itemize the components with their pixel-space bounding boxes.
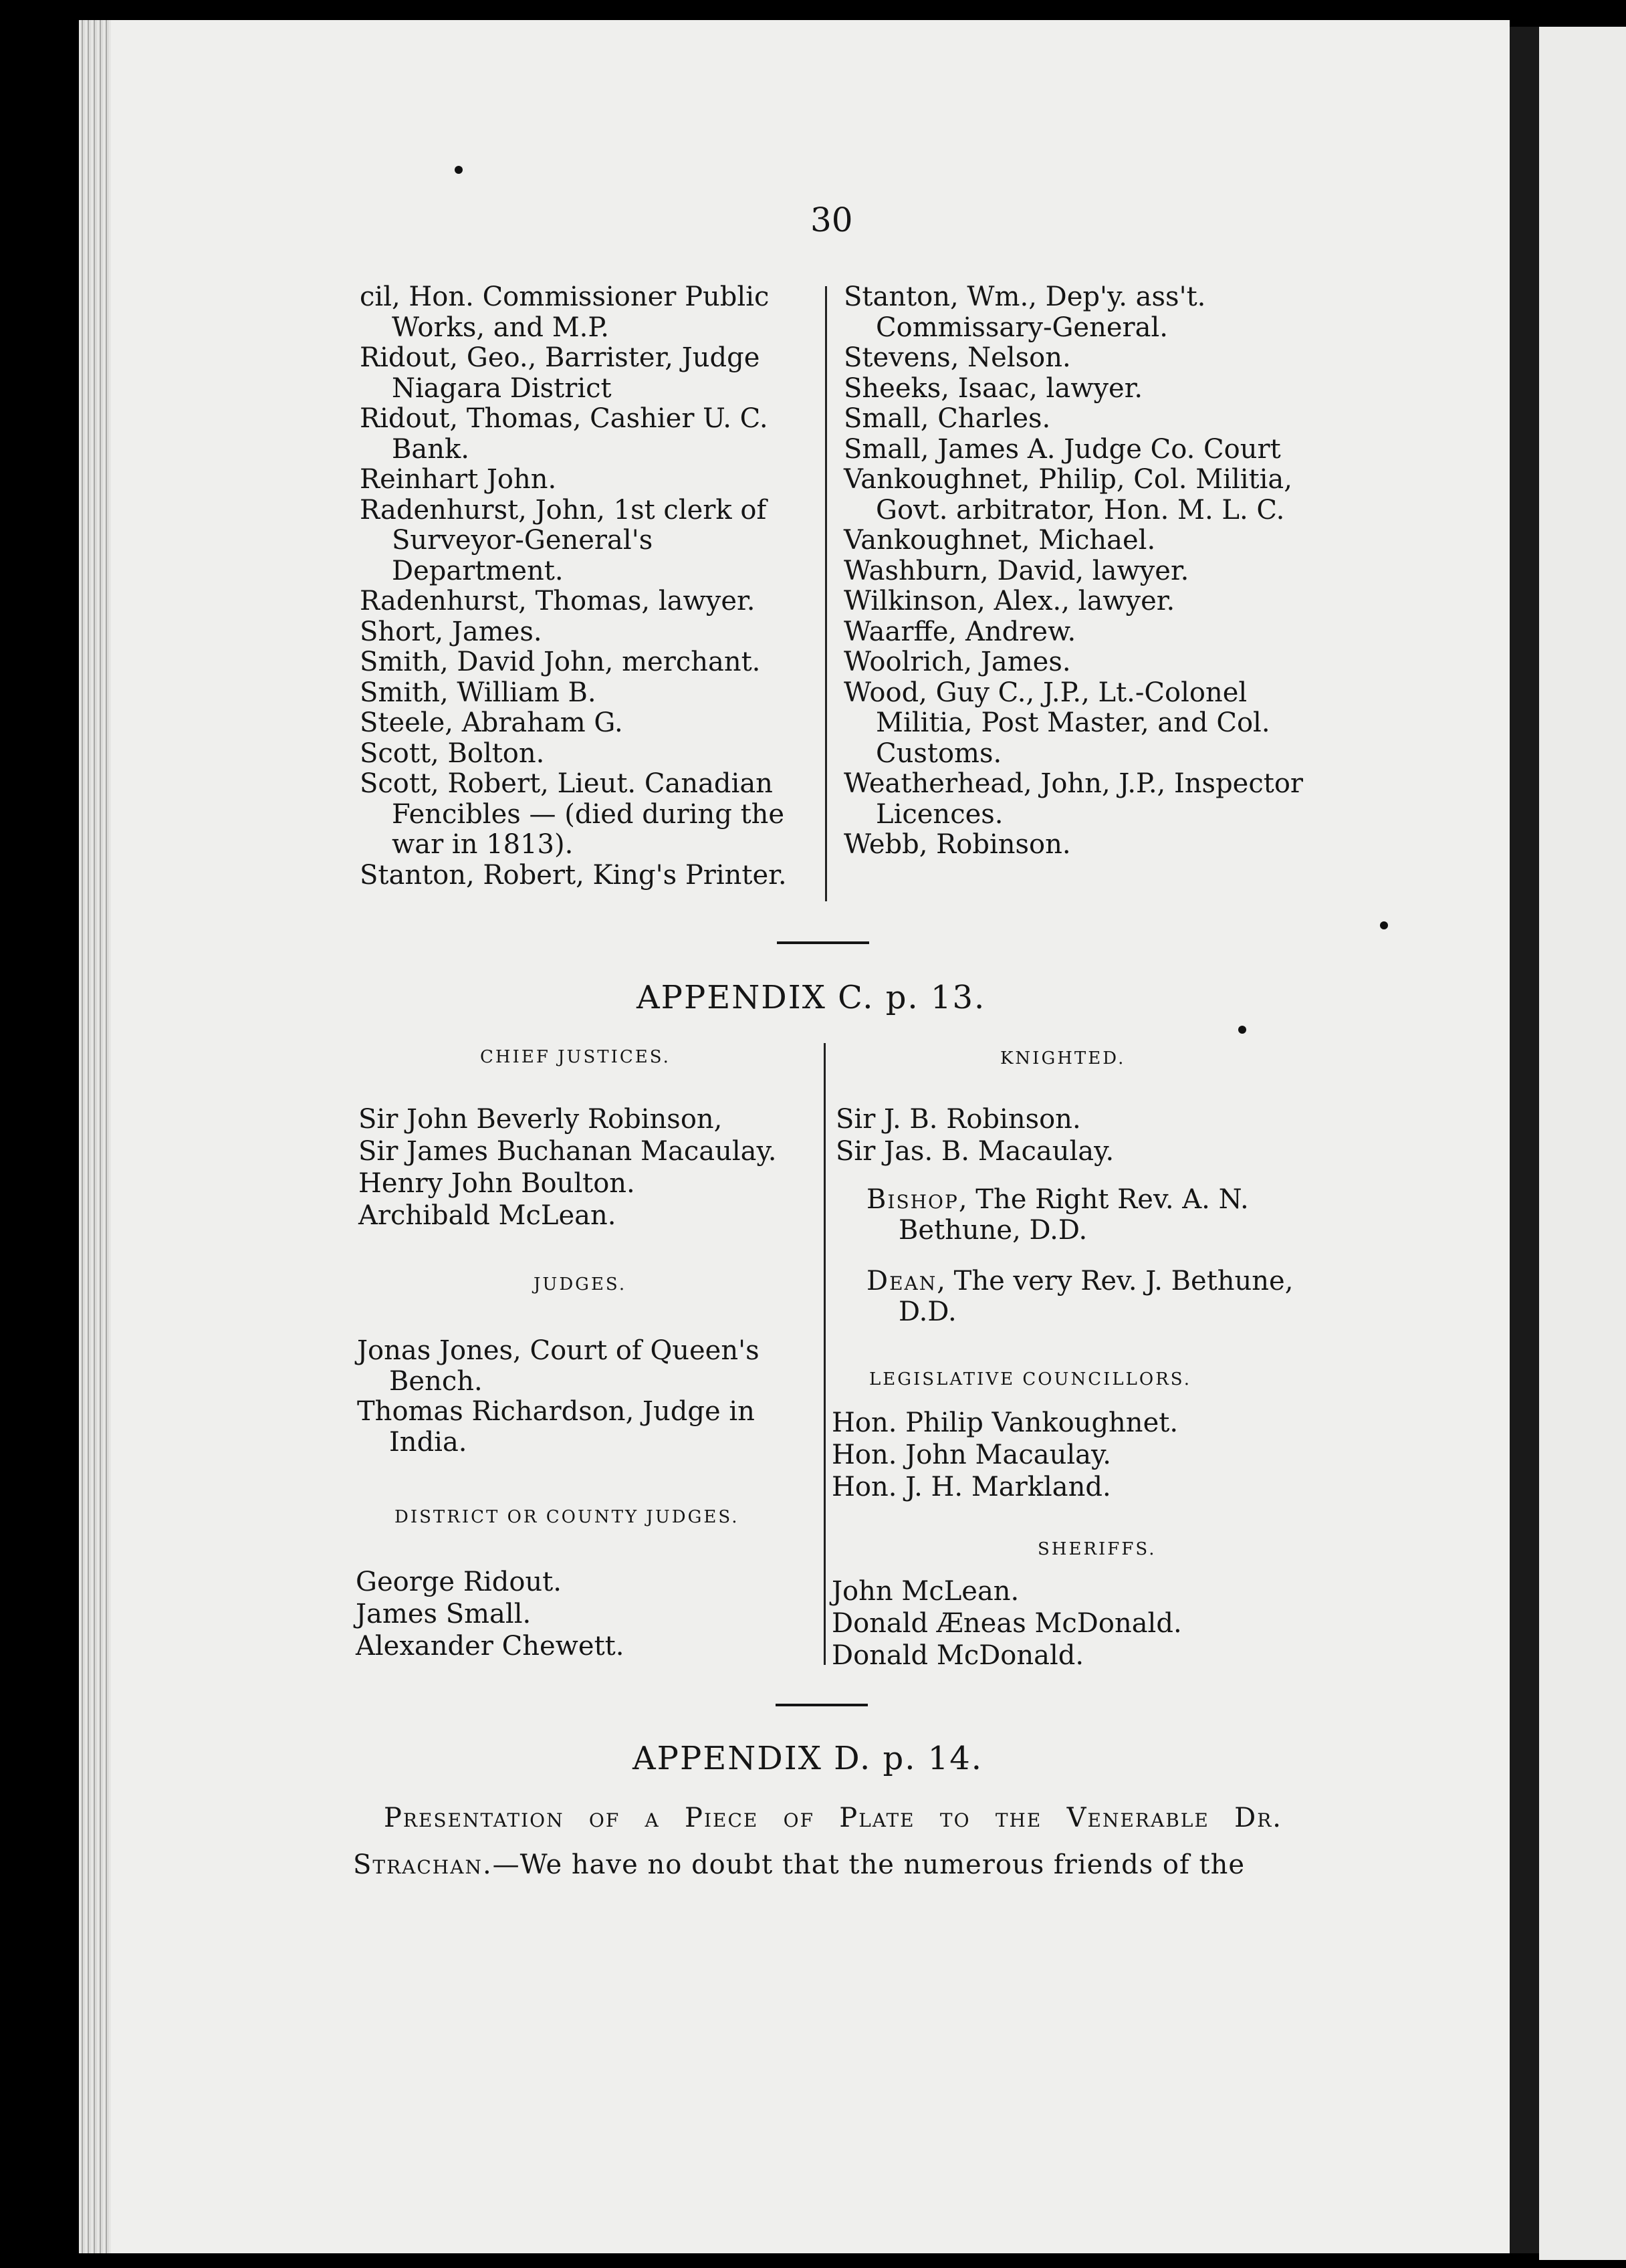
list-item: Hon. J. H. Markland. <box>832 1472 1111 1502</box>
list-item: Ridout, Thomas, Cashier U. C. Bank. <box>360 403 768 465</box>
list-item: Scott, Robert, Lieut. Canadian Fencibles — (died during the war in 1813). <box>360 768 785 860</box>
list-item: Smith, David John, merchant. <box>360 647 761 677</box>
list-item: Stanton, Wm., Dep'y. ass't. Commissary-General. <box>844 281 1206 343</box>
list-item: Radenhurst, John, 1st clerk of Surveyor-General's Department. <box>360 494 767 586</box>
facing-page <box>1539 27 1626 2260</box>
list-item: Sheeks, Isaac, lawyer. <box>844 372 1143 404</box>
bishop-entry <box>866 1185 1314 1246</box>
district-judges-heading: DISTRICT OR COUNTY JUDGES. <box>394 1507 739 1527</box>
list-item: Short, James. <box>360 616 542 647</box>
list-item: Washburn, David, lawyer. <box>844 555 1189 586</box>
list-item: Jonas Jones, Court of Queen's Bench. <box>357 1335 760 1397</box>
appendix-d-lead: Presentation of a Piece of Plate to the Venerable Dr. Strachan. <box>353 1803 1282 1880</box>
list-item: Wilkinson, Alex., lawyer. <box>844 586 1175 616</box>
list-item: Alexander Chewett. <box>356 1631 624 1662</box>
list-item: Archibald McLean. <box>358 1200 616 1231</box>
list-item: Waarffe, Andrew. <box>844 616 1076 647</box>
list-item: Woolrich, James. <box>844 647 1071 677</box>
list-item: James Small. <box>356 1599 532 1629</box>
column-divider <box>824 1043 826 1665</box>
page-number: 30 <box>810 201 853 239</box>
list-item: Wood, Guy C., J.P., Lt.-Colonel Militia, Post Master, and Col. Customs. <box>844 677 1270 769</box>
appendix-c-title: APPENDIX C. p. 13. <box>636 979 986 1016</box>
list-item: Henry John Boulton. <box>358 1168 635 1199</box>
section-rule <box>776 1704 868 1706</box>
list-item: Donald Æneas McDonald. <box>832 1608 1182 1639</box>
appendix-d-title: APPENDIX D. p. 14. <box>632 1740 983 1777</box>
list-item: Stevens, Nelson. <box>844 342 1071 373</box>
list-item: Small, Charles. <box>844 403 1051 434</box>
knighted-list <box>836 1103 1114 1167</box>
sheriffs-list <box>832 1575 1182 1672</box>
list-item: John McLean. <box>832 1576 1020 1607</box>
list-item: Sir J. B. Robinson. <box>836 1104 1081 1135</box>
dean-title: Dean <box>866 1266 937 1296</box>
list-item: Thomas Richardson, Judge in India. <box>357 1396 755 1458</box>
sheriffs-heading: SHERIFFS. <box>1038 1539 1157 1559</box>
ink-speck <box>1380 921 1388 929</box>
book-binding <box>1510 27 1539 2253</box>
list-item: George Ridout. <box>356 1567 562 1597</box>
list-item: Stanton, Robert, King's Printer. <box>360 859 787 891</box>
list-item: Small, James A. Judge Co. Court <box>844 433 1281 465</box>
list-item: Vankoughnet, Michael. <box>844 525 1156 556</box>
appendix-d-text: —We have no doubt that the numerous friends of the <box>492 1849 1246 1880</box>
list-item: Reinhart John. <box>360 464 557 495</box>
list-item: Steele, Abraham G. <box>360 707 623 738</box>
list-item: Hon. Philip Vankoughnet. <box>832 1407 1179 1438</box>
bishop-title: Bishop <box>866 1184 959 1215</box>
list-item: cil, Hon. Commissioner Public Works, and M.P. <box>360 281 770 343</box>
list-item: Hon. John Macaulay. <box>832 1440 1111 1470</box>
list-item: Vankoughnet, Philip, Col. Militia, Govt. arbitrator, Hon. M. L. C. <box>844 464 1292 526</box>
chief-justices-list <box>358 1103 776 1232</box>
bishop-text: , The Right Rev. A. N. Bethune, D.D. <box>899 1184 1249 1246</box>
list-item: Webb, Robinson. <box>844 829 1071 860</box>
list-item: Scott, Bolton. <box>360 738 545 769</box>
knighted-heading: KNIGHTED. <box>1000 1048 1126 1068</box>
dean-entry <box>866 1266 1314 1327</box>
dean-text: , The very Rev. J. Bethune, D.D. <box>899 1266 1294 1327</box>
name-list-right <box>844 282 1305 861</box>
list-item: Ridout, Geo., Barrister, Judge Niagara District <box>360 342 760 404</box>
page-edge-stack <box>79 20 111 2253</box>
ink-speck <box>455 166 463 174</box>
list-item: Sir Jas. B. Macaulay. <box>836 1136 1115 1167</box>
column-divider <box>825 286 827 901</box>
appendix-d-paragraph <box>353 1795 1282 1888</box>
judges-heading: JUDGES. <box>534 1274 627 1294</box>
judges-list <box>357 1336 812 1458</box>
list-item: Smith, William B. <box>360 677 596 708</box>
list-item: Weatherhead, John, J.P., Inspector Licences. <box>844 768 1304 830</box>
district-judges-list <box>356 1566 624 1662</box>
list-item: Radenhurst, Thomas, lawyer. <box>360 586 756 616</box>
list-item: Sir John Beverly Robinson, <box>358 1104 723 1135</box>
chief-justices-heading: CHIEF JUSTICES. <box>480 1047 671 1067</box>
name-list-left <box>360 282 822 891</box>
list-item: Sir James Buchanan Macaulay. <box>358 1136 777 1167</box>
ink-speck <box>1238 1026 1246 1034</box>
list-item: Donald McDonald. <box>832 1640 1084 1671</box>
section-rule <box>777 941 869 944</box>
legislative-councillors-list <box>832 1407 1178 1503</box>
legislative-councillors-heading: LEGISLATIVE COUNCILLORS. <box>869 1369 1191 1389</box>
